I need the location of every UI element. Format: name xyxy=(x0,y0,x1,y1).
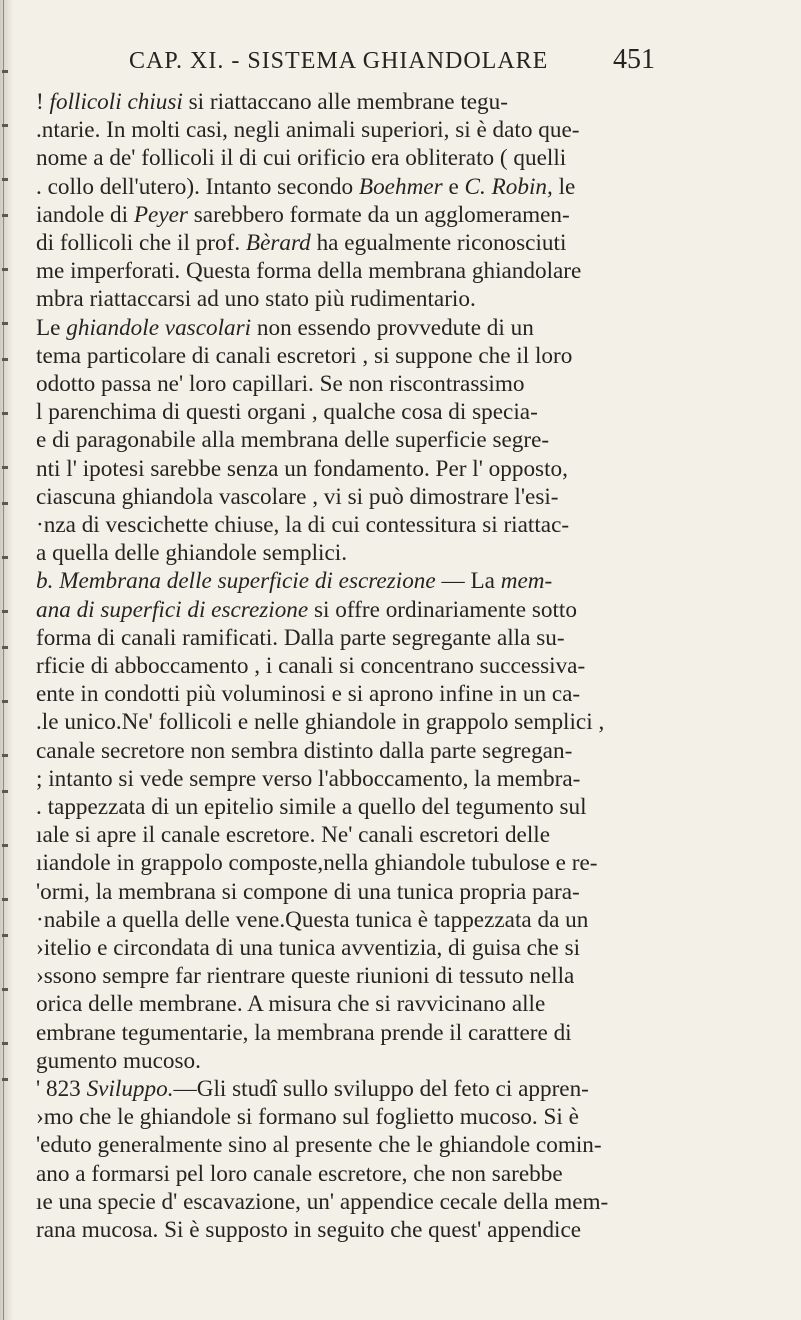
text-line xyxy=(36,171,740,203)
italic-span: Boehmer xyxy=(358,173,443,200)
text-line xyxy=(36,622,740,654)
text-line xyxy=(36,1073,740,1105)
italic-span: C. Robin, xyxy=(464,173,553,200)
binding-tick xyxy=(2,322,8,325)
binding-tick xyxy=(2,268,8,271)
text-line xyxy=(36,114,740,146)
text-line xyxy=(36,1101,740,1133)
text-span: embrane tegumentarie, la membrana prende il carattere di xyxy=(36,1019,572,1046)
text-line xyxy=(36,650,740,682)
text-span: ' 823 xyxy=(36,1076,87,1102)
text-span: e xyxy=(442,173,465,200)
text-line xyxy=(36,227,740,259)
text-span: gumento mucoso. xyxy=(36,1047,201,1074)
binding-tick xyxy=(2,358,8,361)
text-line xyxy=(36,847,740,879)
text-line xyxy=(36,735,740,767)
binding-tick xyxy=(2,610,8,613)
text-span: ; intanto si vede sempre verso l'abboccamento, la membra- xyxy=(36,765,581,792)
text-line xyxy=(36,537,740,569)
text-span: ·nza di vescichette chiuse, la di cui contessitura si riattac- xyxy=(36,512,570,538)
italic-span: ghiandole vascolari xyxy=(66,314,252,341)
body-text xyxy=(36,86,740,1266)
text-line xyxy=(36,368,740,400)
text-line xyxy=(36,509,740,541)
binding-tick xyxy=(2,466,8,469)
text-span: forma di canali ramificati. Dalla parte segregante alla su- xyxy=(36,624,565,651)
text-line xyxy=(36,1017,740,1049)
text-line xyxy=(36,932,740,964)
text-line xyxy=(36,283,740,315)
text-span: ! xyxy=(36,89,50,115)
binding-tick xyxy=(2,178,8,181)
text-span: —Gli studî sullo sviluppo del feto ci appren- xyxy=(173,1076,589,1102)
text-span: rana mucosa. Si è supposto in seguito che quest' appendice xyxy=(36,1217,582,1243)
text-line xyxy=(36,678,740,710)
text-span: a quella delle ghiandole semplici. xyxy=(36,540,347,567)
text-line xyxy=(36,819,740,851)
text-line xyxy=(36,86,740,118)
text-line xyxy=(36,904,740,936)
text-line xyxy=(36,142,740,174)
text-span: 'eduto generalmente sino al presente che le ghiandole comin- xyxy=(36,1132,602,1159)
text-span: nome a de' follicoli il di cui orificio era obliterato ( quelli xyxy=(36,145,567,172)
text-span: 'ormi, la membrana si compone di una tunica propria para- xyxy=(36,878,580,905)
binding-tick xyxy=(2,214,8,217)
text-span: ente in condotti più voluminosi e si aprono infine in un ca- xyxy=(36,681,581,708)
text-span: non essendo provvedute di un xyxy=(251,314,534,341)
text-span: l parenchima di questi organi , qualche cosa di specia- xyxy=(36,399,538,426)
binding-tick xyxy=(2,646,8,649)
text-span: ›ssono sempre far rientrare queste riunioni di tessuto nella xyxy=(36,963,575,990)
text-span: tema particolare di canali escretori , si suppone che il loro xyxy=(36,342,573,369)
binding-tick xyxy=(2,898,8,901)
binding-tick xyxy=(2,124,8,127)
text-span: ·nabile a quella delle vene.Questa tunica è tappezzata da un xyxy=(36,906,589,933)
binding-tick xyxy=(2,412,8,415)
text-span: ›itelio e circondata di una tunica avventizia, di guisa che si xyxy=(36,935,581,961)
italic-span: Sviluppo. xyxy=(86,1076,174,1102)
text-line xyxy=(36,312,740,344)
binding-marks xyxy=(0,70,12,1130)
text-line xyxy=(36,791,740,823)
text-line xyxy=(36,565,740,597)
text-span: mbra riattaccarsi ad uno stato più rudimentario. xyxy=(36,286,476,313)
page-header xyxy=(0,44,801,84)
text-line xyxy=(36,1045,740,1077)
text-span: ıe una specie d' escavazione, un' appendice cecale della mem- xyxy=(36,1188,609,1215)
text-line xyxy=(36,424,740,456)
text-line xyxy=(36,1186,740,1218)
text-line xyxy=(36,340,740,372)
text-span: e di paragonabile alla membrana delle superficie segre- xyxy=(36,427,550,454)
binding-tick xyxy=(2,988,8,991)
binding-tick xyxy=(2,790,8,793)
text-span: sarebbero formate da un agglomeramen- xyxy=(187,201,570,228)
text-span: canale secretore non sembra distinto dalla parte segregan- xyxy=(36,737,573,764)
text-line xyxy=(36,199,740,231)
text-span: me imperforati. Questa forma della membrana ghiandolare xyxy=(36,258,582,285)
binding-tick xyxy=(2,934,8,937)
text-span: ›mo che le ghiandole si formano sul foglietto mucoso. Si è xyxy=(36,1104,579,1131)
text-line xyxy=(36,763,740,795)
text-line xyxy=(36,1214,740,1246)
binding-tick xyxy=(2,1042,8,1045)
binding-tick xyxy=(2,844,8,847)
binding-tick xyxy=(2,502,8,505)
text-span: — La xyxy=(435,568,501,595)
text-line xyxy=(36,988,740,1020)
binding-tick xyxy=(2,700,8,703)
text-span: ciascuna ghiandola vascolare , vi si può dimostrare l'esi- xyxy=(36,483,559,510)
binding-tick xyxy=(2,1078,8,1081)
text-span: ıale si apre il canale escretore. Ne' canali escretori delle xyxy=(36,822,551,849)
text-span: ano a formarsi pel loro canale escretore, che non sarebbe xyxy=(36,1160,563,1187)
text-span: . tappezzata di un epitelio simile a quello del tegumento sul xyxy=(36,794,587,820)
text-line xyxy=(36,481,740,513)
running-head: CAP. XI. - SISTEMA GHIANDOLARE xyxy=(129,48,549,74)
text-line xyxy=(36,594,740,626)
text-span: le xyxy=(552,173,576,200)
text-span: si offre ordinariamente sotto xyxy=(308,596,577,623)
binding-tick xyxy=(2,556,8,559)
italic-span: follicoli chiusi xyxy=(49,89,183,115)
text-span: di follicoli che il prof. xyxy=(36,230,246,256)
text-span: orica delle membrane. A misura che si ravvicinano alle xyxy=(36,991,546,1018)
binding-tick xyxy=(2,754,8,757)
text-line xyxy=(36,960,740,992)
italic-span: mem- xyxy=(500,568,553,595)
text-line xyxy=(36,255,740,287)
text-span: odotto passa ne' loro capillari. Se non riscontrassimo xyxy=(36,371,525,397)
text-span: .ntarie. In molti casi, negli animali superiori, si è dato que- xyxy=(36,117,580,144)
text-span: iandole di xyxy=(36,201,134,228)
text-line xyxy=(36,1129,740,1161)
text-span: . collo dell'utero). Intanto secondo xyxy=(36,173,359,200)
text-line xyxy=(36,876,740,908)
italic-span: Bèrard xyxy=(245,230,311,256)
italic-span: Peyer xyxy=(133,201,188,228)
text-line xyxy=(36,453,740,485)
text-line xyxy=(36,1158,740,1190)
text-span: Le xyxy=(36,314,67,341)
text-span: rficie di abboccamento , i canali si concentrano successiva- xyxy=(36,653,586,679)
text-span: si riattaccano alle membrane tegu- xyxy=(182,89,508,115)
text-span: nti l' ipotesi sarebbe senza un fondamento. Per l' opposto, xyxy=(36,455,568,482)
text-line xyxy=(36,396,740,428)
text-span: ha egualmente riconosciuti xyxy=(310,230,567,256)
page-number: 451 xyxy=(613,44,655,75)
italic-span: ana di superfici di escrezione xyxy=(36,596,309,623)
italic-span: b. Membrana delle superficie di escrezione xyxy=(36,568,436,595)
text-span: .le unico.Ne' follicoli e nelle ghiandole in grappolo semplici , xyxy=(36,709,605,736)
text-span: ıiandole in grappolo composte,nella ghiandole tubulose e re- xyxy=(36,850,598,877)
text-line xyxy=(36,706,740,738)
